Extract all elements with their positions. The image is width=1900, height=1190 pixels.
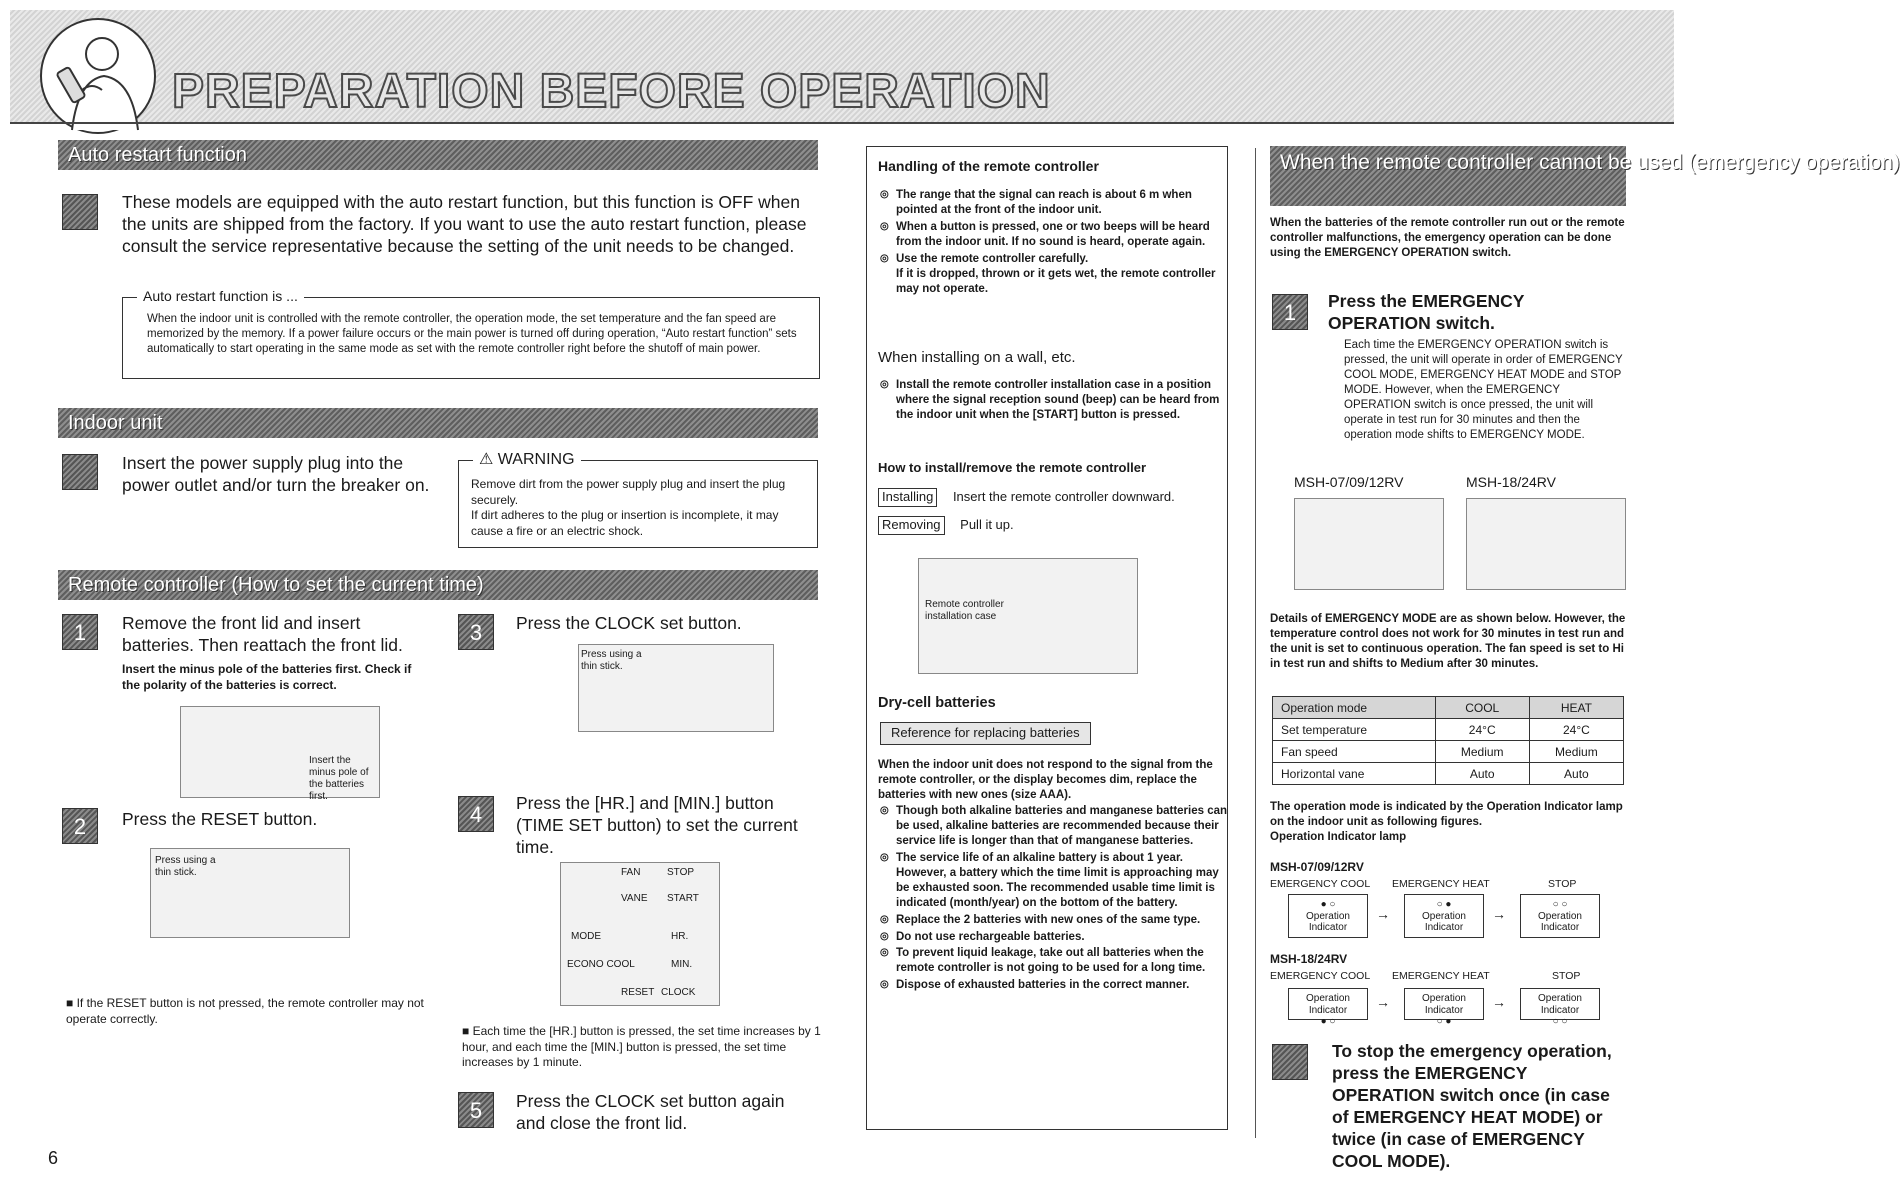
bullet-square (1272, 1044, 1308, 1080)
batteries-item: ◎ Dispose of exhausted batteries in the correct manner. (896, 978, 1232, 993)
step2-note: ■ If the RESET button is not pressed, the remote controller may not operate correctly. (66, 996, 424, 1026)
step-number: 1 (62, 614, 98, 650)
reset-caption: Press using a thin stick. (155, 855, 216, 878)
installing-tag: Installing (878, 488, 937, 507)
batteries-item: ◎ Do not use rechargeable batteries. (896, 930, 1232, 945)
emergency-step2-title: To stop the emergency operation, press the EMERGENCY OPERATION switch once (in case of EMERGENCY HEAT MODE) or twice (in case of EMERGENCY COOL MODE). (1332, 1041, 1612, 1171)
step-number: 5 (458, 1092, 494, 1128)
warning-box (458, 451, 818, 548)
remote-label-stop: STOP (667, 867, 695, 878)
column-divider (1255, 148, 1256, 1138)
emergency-step1-note: Each time the EMERGENCY OPERATION switch is pressed, the unit will operate in order of EMERGENCY COOL MODE, EMERGENCY HEAT MODE and STOP MODE. However, when the EMERGENCY OPERATION switch is once pressed, the unit will operate in test run for 30 minutes and then the operation mode shifts to EMERGENCY MODE. (1344, 339, 1623, 441)
step4-note: ■ Each time the [HR.] button is pressed, the set time increases by 1 hour, and each time the [MIN.] button is pressed, the set time increases by 1 minute. (462, 1024, 821, 1070)
step-number: 2 (62, 808, 98, 844)
wall-list (896, 378, 1226, 425)
indicator-heat-a: ○ ● Operation Indicator (1404, 894, 1484, 938)
warning-label-text: WARNING (497, 451, 575, 468)
table-cell: 24°C (1435, 719, 1529, 741)
case-illustration (918, 558, 1138, 674)
arrow-icon: → (1492, 994, 1506, 1010)
removing-row (878, 516, 1218, 535)
handling-heading: Handling of the remote controller (878, 158, 1099, 174)
step3-title: Press the CLOCK set button. (516, 613, 742, 633)
table-cell: Auto (1435, 763, 1529, 785)
indoor-unit-lead: Insert the power supply plug into the power outlet and/or turn the breaker on. (122, 453, 430, 495)
batteries-item: ◎ To prevent liquid leakage, take out all batteries when the remote controller is not going to be used for a long time. (896, 946, 1232, 976)
model-b-label: MSH-18/24RV (1466, 474, 1557, 490)
indicator-caption: Operation Indicator (1422, 993, 1466, 1016)
bullet-square (62, 454, 98, 490)
indicator-caption: Operation Indicator (1306, 993, 1350, 1016)
handling-list (896, 188, 1232, 299)
warning-text: Remove dirt from the power supply plug and insert the plug securely. If dirt adheres to the plug or insertion is incomplete, it may cause a fire or an electric shock. (471, 477, 786, 538)
indicator-caption: Operation Indicator (1538, 993, 1582, 1016)
unit-a-illustration (1294, 498, 1444, 590)
auto-restart-lead: These models are equipped with the auto restart function, but this function is OFF when the units are shipped from the factory. If you want to use the auto restart function, please consult the service representative because the setting of the unit needs to be changed. (122, 192, 807, 256)
remote-label-min: MIN. (671, 959, 693, 970)
unit-b-illustration (1466, 498, 1626, 590)
table-row (1273, 741, 1624, 763)
batteries-heading: Dry-cell batteries (878, 695, 996, 711)
ind-label-cool: EMERGENCY COOL (1270, 878, 1371, 890)
indoor-unit-heading: Indoor unit (58, 408, 818, 438)
indicator-text: The operation mode is indicated by the Operation Indicator lamp on the indoor unit as following figures. Operation Indicator lamp (1270, 801, 1623, 843)
indicator-stop-b: Operation Indicator ○ ○ (1520, 988, 1600, 1020)
remote-label-hr: HR. (671, 931, 689, 942)
emergency-intro: When the batteries of the remote controller run out or the remote controller malfunctions, the emergency operation can be done using the EMERGENCY OPERATION switch. (1270, 217, 1625, 259)
ind-label-stop: STOP (1552, 970, 1581, 982)
step2-note-text: If the RESET button is not pressed, the remote controller may not operate correctly. (66, 996, 424, 1026)
auto-restart-heading: Auto restart function (58, 140, 818, 170)
batteries-intro: When the indoor unit does not respond to the signal from the remote controller, or the display becomes dim, replace the batteries with new ones (size AAA). (878, 759, 1213, 801)
warning-label: ⚠ WARNING (473, 449, 581, 469)
step4-note-text: Each time the [HR.] button is pressed, the set time increases by 1 hour, and each time the [MIN.] button is pressed, the set time increases by 1 minute. (462, 1024, 821, 1070)
batteries-list (896, 804, 1232, 995)
remote-label-fan: FAN (621, 867, 641, 878)
indicator-caption: Operation Indicator (1306, 910, 1350, 933)
remote-label-reset: RESET (621, 987, 655, 998)
auto-restart-box (122, 288, 820, 379)
table-header-cell: COOL (1435, 697, 1529, 719)
remote-label-econo: ECONO COOL (567, 959, 635, 970)
handling-item: ◎ When a button is pressed, one or two beeps will be heard from the indoor unit. If no sound is heard, operate again. (896, 220, 1232, 250)
emergency-mode-table (1272, 696, 1624, 785)
table-cell: 24°C (1529, 719, 1623, 741)
ind-label-heat: EMERGENCY HEAT (1392, 970, 1490, 982)
removing-text: Pull it up. (960, 517, 1014, 532)
step-number: 4 (458, 796, 494, 832)
remote-time-heading: Remote controller (How to set the current time) (58, 570, 818, 600)
indicator-stop-a: ○ ○ Operation Indicator (1520, 894, 1600, 938)
table-header-cell: Operation mode (1273, 697, 1436, 719)
arrow-icon: → (1492, 906, 1506, 922)
install-heading: How to install/remove the remote controller (878, 460, 1146, 475)
batteries-item: ◎ Replace the 2 batteries with new ones of the same type. (896, 913, 1232, 928)
remote-label-start: START (667, 893, 699, 904)
batteries-ref-row (880, 722, 1091, 745)
step2-title: Press the RESET button. (122, 809, 318, 829)
table-cell: Medium (1435, 741, 1529, 763)
clock-caption: Press using a thin stick. (581, 649, 642, 672)
remote-label-mode: MODE (571, 931, 601, 942)
arrow-icon: → (1376, 994, 1390, 1010)
case-caption: Remote controller installation case (925, 599, 1004, 622)
removing-tag: Removing (878, 516, 945, 535)
emergency-heading: When the remote controller cannot be used (emergency operation) (1270, 146, 1626, 206)
wall-heading: When installing on a wall, etc. (878, 349, 1076, 366)
ind-label-cool: EMERGENCY COOL (1270, 970, 1371, 982)
model-a-label: MSH-07/09/12RV (1294, 474, 1404, 490)
indicator-caption: Operation Indicator (1538, 910, 1582, 933)
reset-illustration (150, 848, 350, 938)
header-rule (10, 122, 1674, 124)
indicator-caption: Operation Indicator (1422, 910, 1466, 933)
page-title: PREPARATION BEFORE OPERATION (172, 65, 1051, 118)
indicator-cool-b: Operation Indicator ● ○ (1288, 988, 1368, 1020)
table-header-cell: HEAT (1529, 697, 1623, 719)
ind-label-heat: EMERGENCY HEAT (1392, 878, 1490, 890)
battery-illustration (180, 706, 380, 802)
table-row (1273, 719, 1624, 741)
batteries-item: ◎ The service life of an alkaline battery is about 1 year. However, a battery which the time limit is approaching may be exhausted soon. The recommended usable time limit is indicated (month/year) on the bottom of the battery. (896, 851, 1232, 911)
batteries-ref-tag: Reference for replacing batteries (880, 722, 1091, 745)
installing-row (878, 488, 1218, 507)
handling-item: ◎ The range that the signal can reach is about 6 m when pointed at the front of the indoor unit. (896, 188, 1232, 218)
clock-illustration (578, 644, 774, 732)
step4-title: Press the [HR.] and [MIN.] button (TIME SET button) to set the current time. (516, 793, 798, 857)
step-number: 3 (458, 614, 494, 650)
ind-model-a: MSH-07/09/12RV (1270, 860, 1364, 874)
indicator-heat-b: Operation Indicator ○ ● (1404, 988, 1484, 1020)
step-number: 1 (1272, 294, 1308, 330)
mascot-illustration (40, 18, 156, 134)
table-header-row (1273, 697, 1624, 719)
remote-label-clock: CLOCK (661, 987, 696, 998)
emergency-step1-title: Press the EMERGENCY OPERATION switch. (1328, 291, 1525, 333)
table-cell: Auto (1529, 763, 1623, 785)
table-cell: Horizontal vane (1273, 763, 1436, 785)
emergency-details: Details of EMERGENCY MODE are as shown below. However, the temperature control does not work for 30 minutes in test run and the unit is set to continuous operation. The fan speed is set to Hi in test run and shifts to Medium after 30 minutes. (1270, 613, 1626, 670)
bullet-square (62, 194, 98, 230)
table-row (1273, 763, 1624, 785)
step5-title: Press the CLOCK set button again and close the front lid. (516, 1091, 785, 1133)
installing-text: Insert the remote controller downward. (952, 489, 1175, 504)
batteries-item: ◎ Though both alkaline batteries and manganese batteries can be used, alkaline batteries are recommended because their service life is longer than that of manganese batteries. (896, 804, 1232, 849)
table-cell: Medium (1529, 741, 1623, 763)
page-number: 6 (48, 1148, 59, 1168)
ind-label-stop: STOP (1548, 878, 1577, 890)
auto-restart-box-label: Auto restart function is ... (137, 288, 304, 304)
indicator-cool-a: ● ○ Operation Indicator (1288, 894, 1368, 938)
remote-label-vane: VANE (621, 893, 648, 904)
battery-caption: Insert the minus pole of the batteries first. (309, 755, 369, 802)
auto-restart-box-text: When the indoor unit is controlled with the remote controller, the operation mode, the set temperature and the fan speed are memorized by the memory. If a power failure occurs or the main power is turned off during operation, “Auto restart function” sets automatically to start operating in the same mode as set with the remote controller right before the shutoff of main power. (147, 313, 797, 355)
step1-note: Insert the minus pole of the batteries first. Check if the polarity of the batteries is correct. (122, 662, 412, 692)
table-cell: Set temperature (1273, 719, 1436, 741)
ind-model-b: MSH-18/24RV (1270, 952, 1348, 966)
remote-illustration (560, 862, 720, 1006)
arrow-icon: → (1376, 906, 1390, 922)
step1-title: Remove the front lid and insert batteries. Then reattach the front lid. (122, 613, 403, 655)
wall-item: ◎ Install the remote controller installation case in a position where the signal reception sound (beep) can be heard from the indoor unit when the [START] button is pressed. (896, 378, 1226, 423)
handling-item: ◎ Use the remote controller carefully. If it is dropped, thrown or it gets wet, the remote controller may not operate. (896, 252, 1232, 297)
table-cell: Fan speed (1273, 741, 1436, 763)
